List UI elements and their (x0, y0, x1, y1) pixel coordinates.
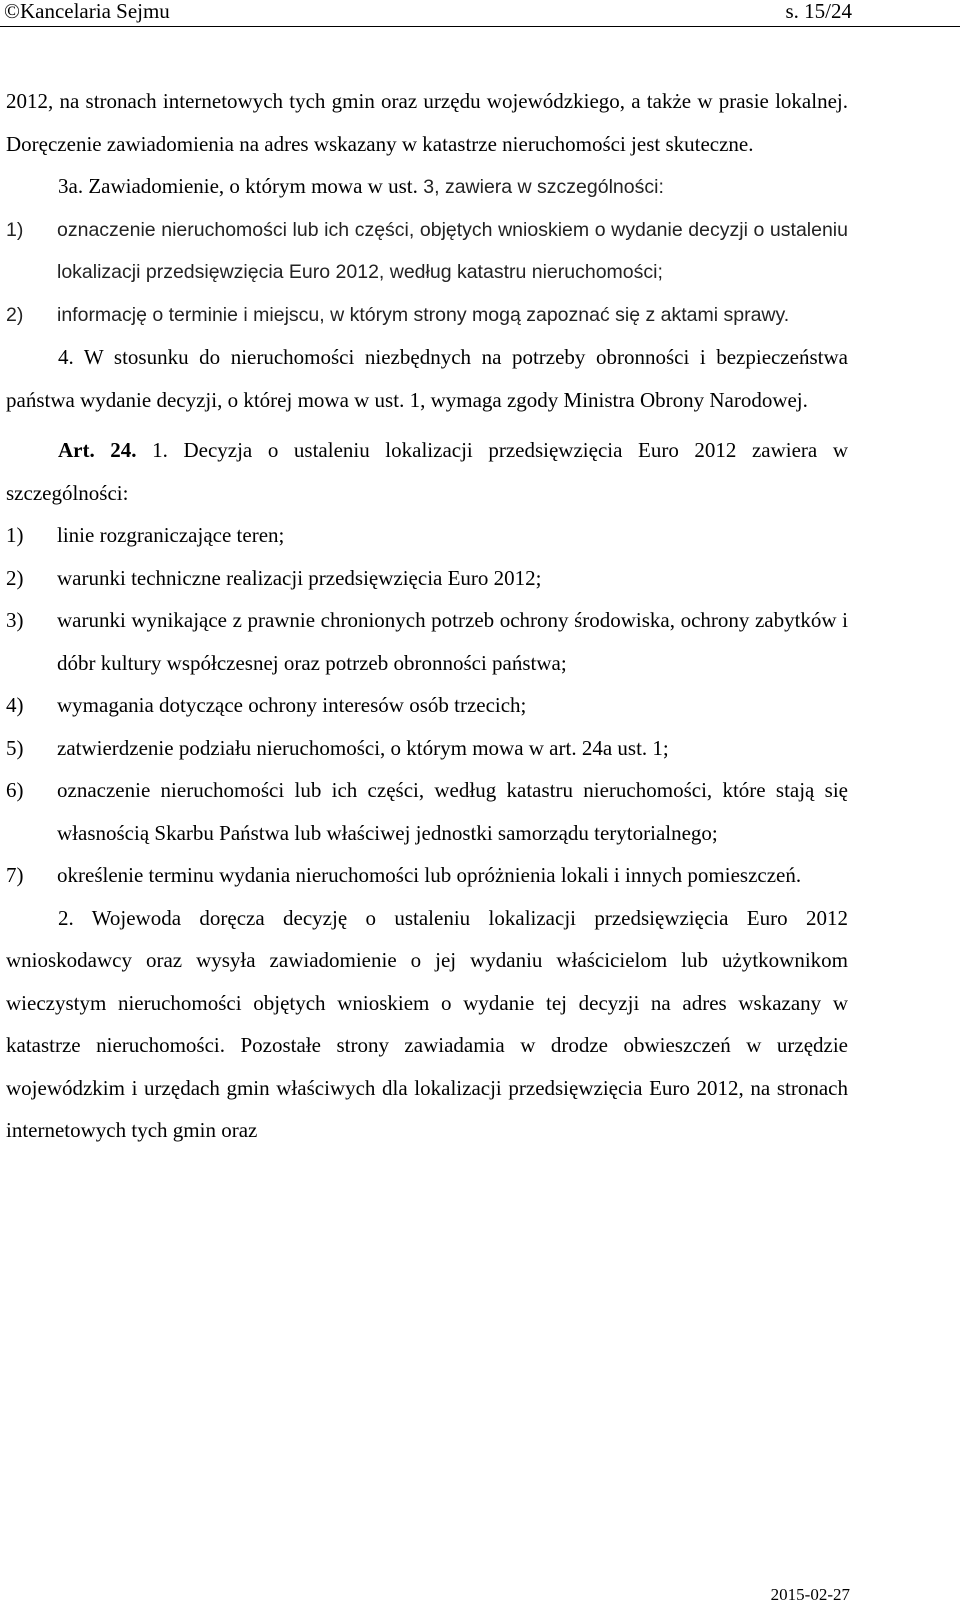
list-item-art-7 (6, 854, 848, 897)
paragraph-continuation: 2012, na stronach internetowych tych gmin oraz urzędu wojewódzkiego, a także w prasie lokalnej. Doręczenie zawiadomienia na adres wskazany w katastrze nieruchomości jest skuteczne. (6, 89, 848, 156)
list-item-number: 7) (6, 863, 24, 887)
list-item-number: 1) (6, 218, 24, 241)
list-item-3a-2 (6, 294, 848, 337)
list-item-art-2 (6, 557, 848, 600)
list-item-text: zatwierdzenie podziału nieruchomości, o którym mowa w art. 24a ust. 1; (57, 735, 669, 760)
list-item-text: warunki techniczne realizacji przedsięwzięcia Euro 2012; (57, 565, 542, 590)
page-number: s. 15/24 (785, 0, 852, 23)
page-header (0, 0, 960, 27)
list-item-number: 3) (6, 608, 24, 632)
paragraph-4 (6, 336, 848, 421)
list-item-number: 2) (6, 565, 24, 590)
list-item-number: 1) (6, 523, 24, 547)
paragraph-3a-rest: 3, zawiera w szczególności: (417, 176, 664, 198)
list-item-art-1 (6, 514, 848, 557)
list-item-art-5 (6, 727, 848, 770)
list-item-text: warunki wynikające z prawnie chronionych potrzeb ochrony środowiska, ochrony zabytków i dóbr kultury współczesnej oraz potrzeb obronności państwa; (57, 608, 848, 675)
article-24-paragraph-2: 2. Wojewoda doręcza decyzję o ustaleniu lokalizacji przedsięwzięcia Euro 2012 wnioskodawcy oraz wysyła zawiadomienie o jej wydaniu właścicielom lub użytkownikom wieczystym nieruchomości objętych wnioskiem o wydanie tej decyzji na adres wskazany w katastrze nieruchomości. Pozostałe strony zawiadamia w drodze obwieszczeń w urzędzie wojewódzkim i urzędach gmin właściwych dla lokalizacji przedsięwzięcia Euro 2012, na stronach internetowych tych gmin oraz (6, 905, 848, 1142)
list-item-number: 5) (6, 735, 24, 760)
list-item-art-3 (6, 599, 848, 684)
list-item-number: 4) (6, 693, 24, 717)
list-item-text: informację o terminie i miejscu, w którym strony mogą zapoznać się z aktami sprawy. (57, 303, 790, 326)
list-item-art-4 (6, 684, 848, 727)
paragraph-3a (6, 165, 848, 209)
list-item-text: linie rozgraniczające teren; (57, 523, 285, 547)
list-item-text: wymagania dotyczące ochrony interesów osób trzecich; (57, 693, 527, 717)
list-item-number: 2) (6, 303, 24, 326)
article-label: Art. 24. (58, 438, 137, 462)
publication-date: 2015-02-27 (770, 1585, 850, 1604)
list-item-art-6 (6, 769, 848, 854)
paragraph-3a-lead: 3a. Zawiadomienie, o którym mowa w ust. (58, 174, 418, 198)
list-item-text: oznaczenie nieruchomości lub ich części, objętych wnioskiem o wydanie decyzji o ustaleniu lokalizacji przedsięwzięcia Euro 2012, według katastru nieruchomości; (57, 218, 848, 283)
list-item-number: 6) (6, 778, 24, 802)
paragraph-4-text: W stosunku do nieruchomości niezbędnych na potrzeby obronności i bezpieczeństwa państwa wydanie decyzji, o której mowa w ust. 1, wymaga zgody Ministra Obrony Narodowej. (6, 345, 848, 412)
list-item-3a-1 (6, 209, 848, 294)
paragraph-4-number: 4. (58, 345, 74, 369)
list-item-text: oznaczenie nieruchomości lub ich części, według katastru nieruchomości, które stają się własnością Skarbu Państwa lub właściwej jednostki samorządu terytorialnego; (57, 778, 848, 845)
list-item-text: określenie terminu wydania nieruchomości lub opróżnienia lokali i innych pomieszczeń. (57, 863, 802, 887)
publisher-label: ©Kancelaria Sejmu (4, 0, 170, 23)
article-text: 1. Decyzja o ustaleniu lokalizacji przedsięwzięcia Euro 2012 zawiera w szczególności: (6, 438, 848, 505)
document-body (6, 80, 848, 1152)
article-24-paragraph-1 (6, 429, 848, 514)
